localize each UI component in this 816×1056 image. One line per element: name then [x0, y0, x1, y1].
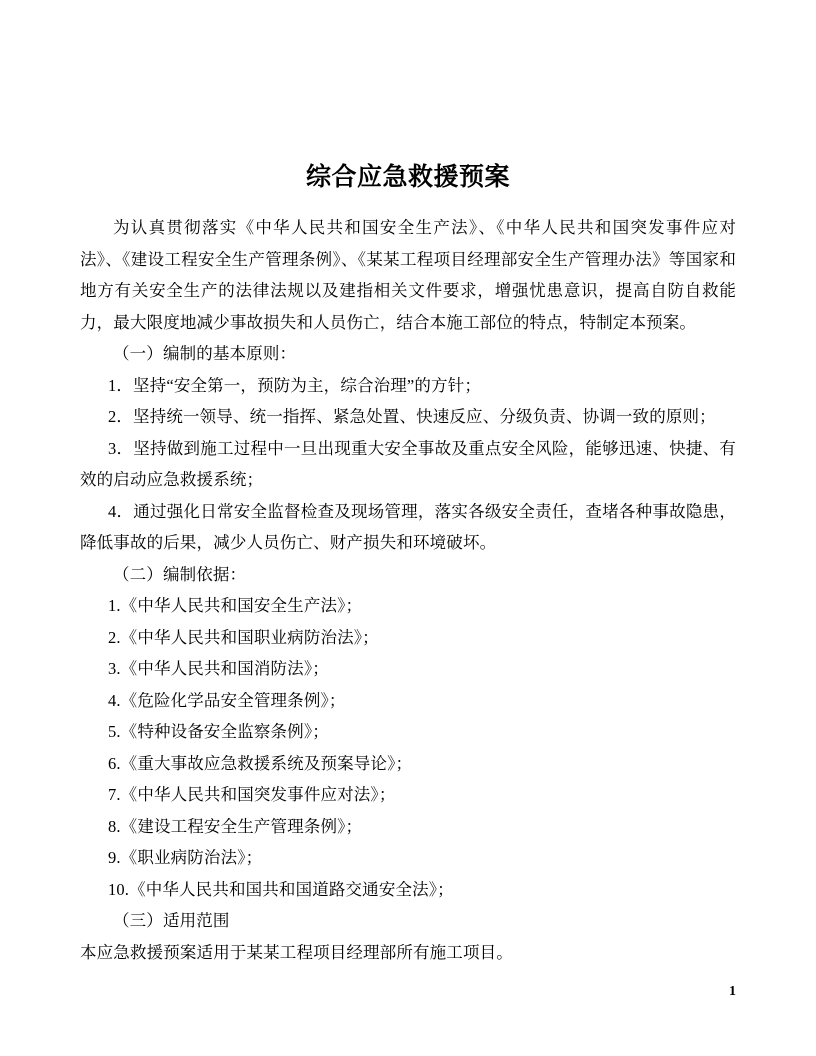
- section-two-item-10: 10.《中华人民共和国共和国道路交通安全法》；: [108, 879, 454, 899]
- section-two-item-5: 5.《特种设备安全监察条例》；: [108, 722, 329, 741]
- section-one-item-3: 3．坚持做到施工过程中一旦出现重大安全事故及重点安全风险，能够迅速、快捷、有效的启动应急救援系统；: [80, 438, 736, 489]
- section-one-item-4: 4．通过强化日常安全监督检查及现场管理，落实各级安全责任，查堵各种事故隐患，降低事故的后果，减少人员伤亡、财产损失和环境破坏。: [80, 501, 736, 552]
- document-body: [80, 212, 736, 968]
- section-two-item-9: 9.《职业病防治法》；: [108, 848, 263, 867]
- section-three-heading: （三）适用范围: [113, 911, 230, 930]
- section-two-heading: （二）编制依据：: [113, 564, 247, 584]
- section-two-item-6: 6.《重大事故应急救援系统及预案导论》；: [108, 753, 413, 773]
- section-two-item-4: 4.《危险化学品安全管理条例》；: [108, 690, 346, 710]
- section-two-item-2: 2.《中华人民共和国职业病防治法》；: [108, 627, 379, 647]
- section-one-item-2: 2．坚持统一领导、统一指挥、紧急处置、快速反应、分级负责、协调一致的原则；: [108, 407, 716, 426]
- page-title: 综合应急救援预案: [305, 161, 510, 191]
- section-one-heading: （一）编制的基本原则：: [113, 344, 297, 363]
- intro-paragraph: 为认真贯彻落实《中华人民共和国安全生产法》、《中华人民共和国突发事件应对法》、《建设工程安全生产管理条例》、《某某工程项目经理部安全生产管理办法》等国家和地方有关安全生产的法律法规以及建指相关文件要求，增强忧患意识，提高自防自救能力，最大限度地减少事故损失和人员伤亡，结合本施工部位的特点，特制定本预案。: [80, 218, 736, 332]
- page-number: 1: [729, 984, 736, 999]
- section-two-item-1: 1.《中华人民共和国安全生产法》；: [108, 596, 363, 615]
- section-two-item-3: 3.《中华人民共和国消防法》；: [108, 659, 329, 678]
- section-three-body: 本应急救援预案适用于某某工程项目经理部所有施工项目。: [80, 942, 513, 962]
- section-one-item-1: 1．坚持“安全第一，预防为主，综合治理”的方针；: [108, 375, 481, 395]
- section-two-item-8: 8.《建设工程安全生产管理条例》；: [108, 816, 363, 836]
- section-two-item-7: 7.《中华人民共和国突发事件应对法》；: [108, 785, 396, 804]
